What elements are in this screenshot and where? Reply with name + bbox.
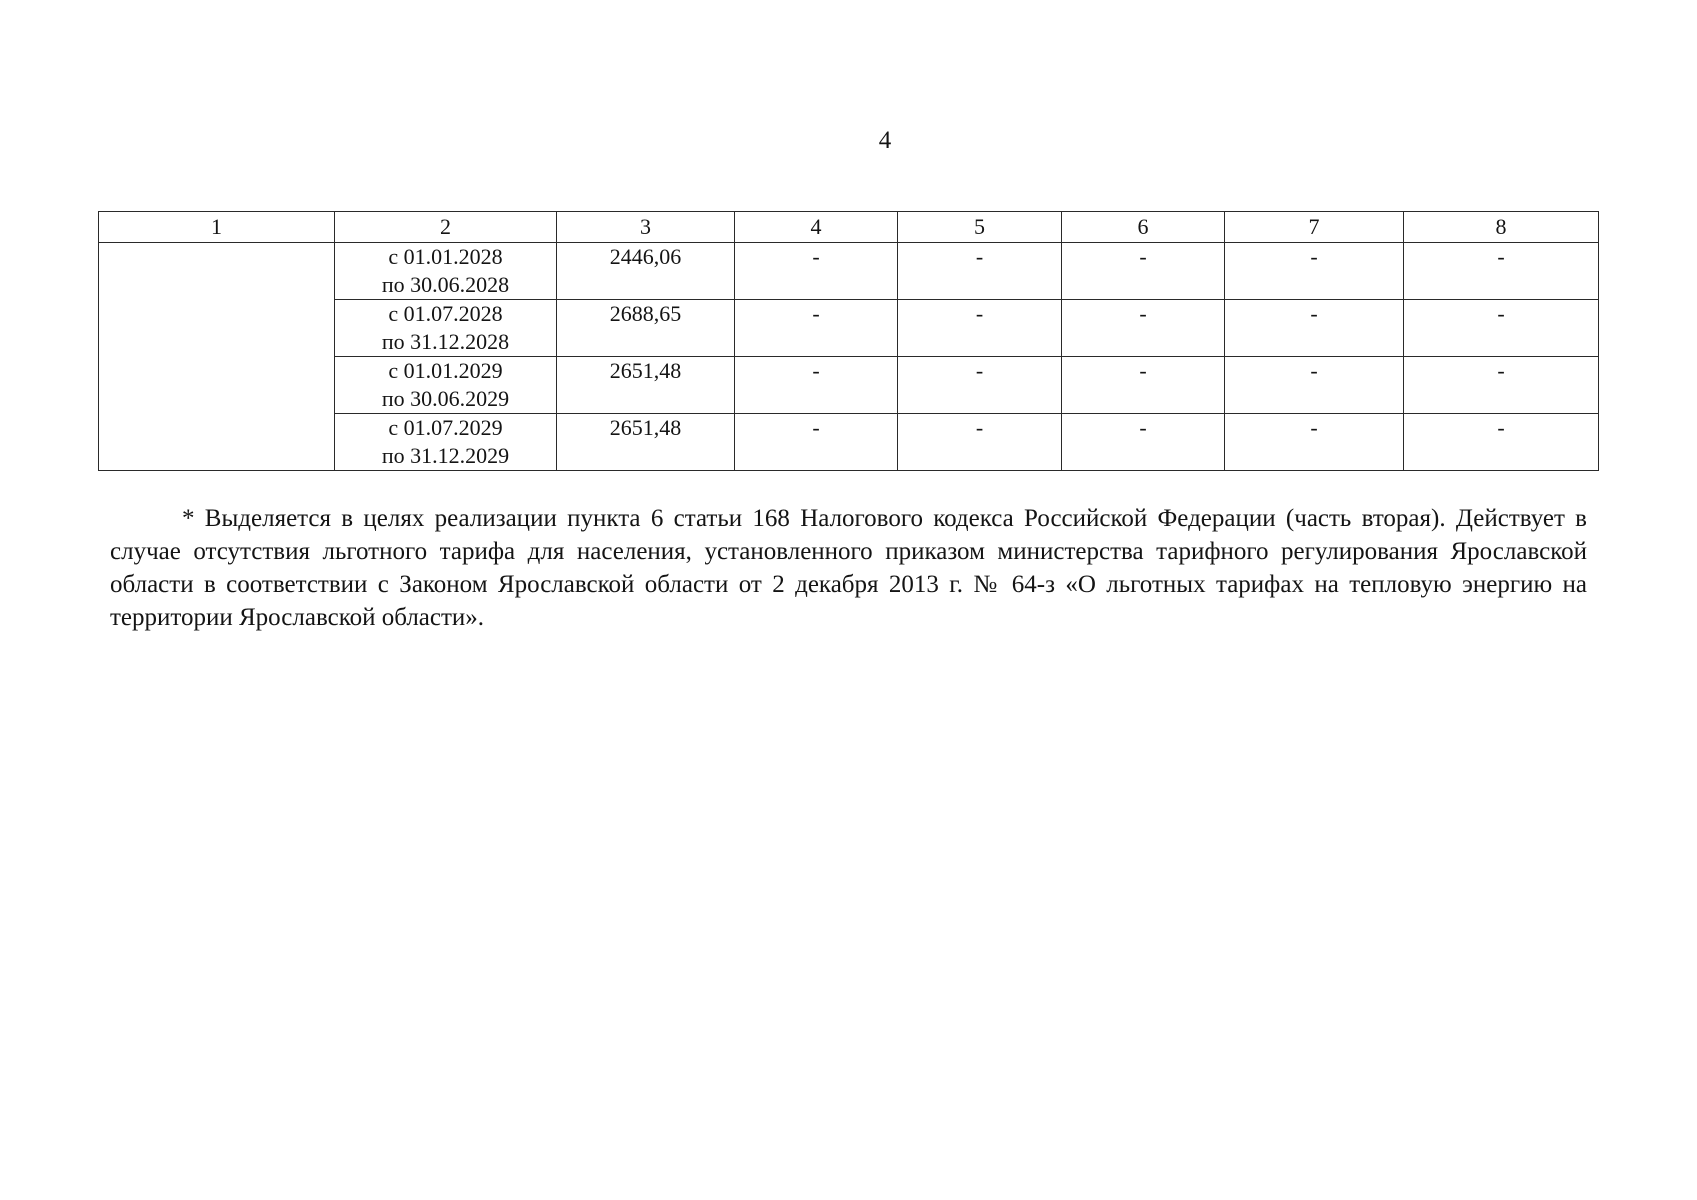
empty-value-cell	[735, 243, 898, 300]
column-header: 5	[898, 212, 1062, 243]
dash: -	[812, 358, 820, 383]
period-from: с 01.07.2028	[388, 301, 503, 326]
empty-value-cell	[898, 300, 1062, 357]
empty-value-cell	[1225, 414, 1404, 471]
footnote: * Выделяется в целях реализации пункта 6 статьи 168 Налогового кодекса Российской Федерации (часть вторая). Действует в случае отсутствия льготного тарифа для населения, установленного приказом министерства тарифного регулирования Ярославской области в соответствии с Законом Ярославской области от 2 декабря 2013 г. № 64-з «О льготных тарифах на тепловую энергию на территории Ярославской области».	[110, 505, 1587, 631]
empty-value-cell	[1225, 357, 1404, 414]
column-header: 4	[735, 212, 898, 243]
period-from: с 01.01.2028	[388, 244, 503, 269]
tariff-cell: 2446,06	[557, 243, 735, 300]
empty-value-cell	[1404, 300, 1599, 357]
period-from: с 01.07.2029	[388, 415, 503, 440]
column-header: 8	[1404, 212, 1599, 243]
table-row	[99, 243, 1599, 300]
empty-value-cell	[1062, 300, 1225, 357]
dash: -	[975, 301, 984, 326]
column-header: 7	[1225, 212, 1404, 243]
dash: -	[975, 415, 984, 440]
table-header-row	[99, 212, 1599, 243]
dash: -	[812, 301, 820, 326]
empty-value-cell	[1225, 243, 1404, 300]
empty-value-cell	[1062, 414, 1225, 471]
dash: -	[1310, 358, 1318, 383]
empty-value-cell	[1404, 357, 1599, 414]
dash: -	[975, 244, 984, 269]
empty-value-cell	[1062, 243, 1225, 300]
period-cell	[335, 243, 557, 300]
empty-value-cell	[898, 357, 1062, 414]
period-to: по 31.12.2029	[381, 443, 510, 468]
dash: -	[1139, 415, 1147, 440]
period-to: по 30.06.2028	[381, 272, 510, 297]
dash: -	[1139, 301, 1147, 326]
dash: -	[1139, 358, 1147, 383]
period-cell	[335, 300, 557, 357]
empty-value-cell	[1404, 243, 1599, 300]
tariff-cell: 2651,48	[557, 414, 735, 471]
dash: -	[975, 358, 984, 383]
dash: -	[1497, 244, 1505, 269]
period-cell	[335, 414, 557, 471]
tariff-cell: 2688,65	[557, 300, 735, 357]
merged-first-column-cell	[99, 243, 335, 471]
column-header: 6	[1062, 212, 1225, 243]
empty-value-cell	[898, 414, 1062, 471]
column-header: 3	[557, 212, 735, 243]
dash: -	[1310, 244, 1318, 269]
tariff-table	[98, 211, 1599, 471]
dash: -	[812, 244, 820, 269]
period-from: с 01.01.2029	[388, 358, 503, 383]
dash: -	[1497, 415, 1505, 440]
column-header: 2	[335, 212, 557, 243]
dash: -	[1139, 244, 1147, 269]
dash: -	[1497, 301, 1505, 326]
dash: -	[1310, 301, 1318, 326]
empty-value-cell	[1225, 300, 1404, 357]
empty-value-cell	[735, 300, 898, 357]
tariff-cell: 2651,48	[557, 357, 735, 414]
period-to: по 31.12.2028	[381, 329, 510, 354]
empty-value-cell	[898, 243, 1062, 300]
column-header: 1	[99, 212, 335, 243]
empty-value-cell	[735, 414, 898, 471]
dash: -	[1497, 358, 1505, 383]
empty-value-cell	[735, 357, 898, 414]
empty-value-cell	[1062, 357, 1225, 414]
period-to: по 30.06.2029	[381, 386, 510, 411]
page-number: 4	[878, 127, 892, 154]
empty-value-cell	[1404, 414, 1599, 471]
dash: -	[1310, 415, 1318, 440]
period-cell	[335, 357, 557, 414]
dash: -	[812, 415, 820, 440]
